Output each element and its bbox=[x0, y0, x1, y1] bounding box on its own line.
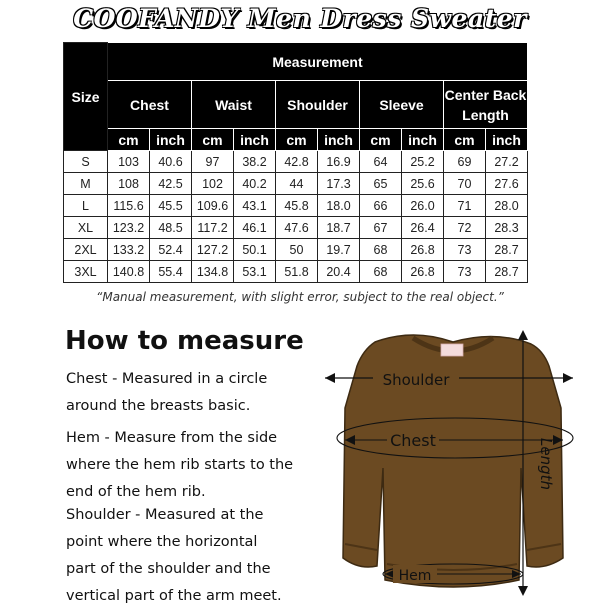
value-cell: 102 bbox=[192, 173, 234, 195]
value-cell: 38.2 bbox=[234, 151, 276, 173]
group-chest-header: Chest bbox=[108, 81, 192, 129]
table-row bbox=[64, 151, 528, 173]
value-cell: 28.7 bbox=[486, 239, 528, 261]
table-row bbox=[64, 217, 528, 239]
value-cell: 53.1 bbox=[234, 261, 276, 283]
unit-cm: cm bbox=[444, 129, 486, 151]
shoulder-label: Shoulder bbox=[382, 371, 450, 389]
hem-description-line: where the hem rib starts to the bbox=[66, 457, 294, 473]
value-cell: 97 bbox=[192, 151, 234, 173]
size-cell: 3XL bbox=[64, 261, 108, 283]
value-cell: 48.5 bbox=[150, 217, 192, 239]
size-cell: L bbox=[64, 195, 108, 217]
value-cell: 50.1 bbox=[234, 239, 276, 261]
value-cell: 27.6 bbox=[486, 173, 528, 195]
value-cell: 123.2 bbox=[108, 217, 150, 239]
value-cell: 26.4 bbox=[402, 217, 444, 239]
shoulder-description-line: part of the shoulder and the bbox=[66, 561, 271, 577]
value-cell: 20.4 bbox=[318, 261, 360, 283]
sweater-diagram bbox=[305, 318, 600, 600]
value-cell: 18.0 bbox=[318, 195, 360, 217]
value-cell: 108 bbox=[108, 173, 150, 195]
chest-label: Chest bbox=[390, 431, 436, 450]
value-cell: 28.3 bbox=[486, 217, 528, 239]
measurement-note: “Manual measurement, with slight error, subject to the real object.” bbox=[96, 290, 504, 304]
value-cell: 47.6 bbox=[276, 217, 318, 239]
hem-label: Hem bbox=[398, 568, 432, 584]
chest-description-line: around the breasts basic. bbox=[66, 398, 251, 414]
value-cell: 55.4 bbox=[150, 261, 192, 283]
unit-cm: cm bbox=[360, 129, 402, 151]
value-cell: 109.6 bbox=[192, 195, 234, 217]
value-cell: 40.6 bbox=[150, 151, 192, 173]
size-cell: S bbox=[64, 151, 108, 173]
value-cell: 70 bbox=[444, 173, 486, 195]
value-cell: 72 bbox=[444, 217, 486, 239]
value-cell: 17.3 bbox=[318, 173, 360, 195]
value-cell: 134.8 bbox=[192, 261, 234, 283]
value-cell: 52.4 bbox=[150, 239, 192, 261]
shoulder-arrow-right bbox=[563, 373, 573, 383]
unit-cm: cm bbox=[108, 129, 150, 151]
value-cell: 73 bbox=[444, 239, 486, 261]
value-cell: 45.5 bbox=[150, 195, 192, 217]
size-cell: M bbox=[64, 173, 108, 195]
table-row bbox=[64, 239, 528, 261]
value-cell: 68 bbox=[360, 239, 402, 261]
hem-description-line: Hem - Measure from the side bbox=[66, 430, 278, 446]
value-cell: 65 bbox=[360, 173, 402, 195]
value-cell: 67 bbox=[360, 217, 402, 239]
value-cell: 117.2 bbox=[192, 217, 234, 239]
hem-description-line: end of the hem rib. bbox=[66, 484, 206, 500]
size-chart-table bbox=[63, 42, 528, 283]
size-header: Size bbox=[64, 43, 108, 151]
shoulder-description-line: Shoulder - Measured at the bbox=[66, 507, 264, 523]
value-cell: 25.6 bbox=[402, 173, 444, 195]
value-cell: 73 bbox=[444, 261, 486, 283]
value-cell: 27.2 bbox=[486, 151, 528, 173]
value-cell: 50 bbox=[276, 239, 318, 261]
value-cell: 64 bbox=[360, 151, 402, 173]
value-cell: 42.5 bbox=[150, 173, 192, 195]
value-cell: 26.8 bbox=[402, 261, 444, 283]
value-cell: 46.1 bbox=[234, 217, 276, 239]
value-cell: 16.9 bbox=[318, 151, 360, 173]
value-cell: 44 bbox=[276, 173, 318, 195]
unit-inch: inch bbox=[402, 129, 444, 151]
value-cell: 26.8 bbox=[402, 239, 444, 261]
value-cell: 127.2 bbox=[192, 239, 234, 261]
unit-cm: cm bbox=[276, 129, 318, 151]
length-arrow-top bbox=[518, 330, 528, 340]
value-cell: 40.2 bbox=[234, 173, 276, 195]
size-cell: 2XL bbox=[64, 239, 108, 261]
shoulder-arrow-left bbox=[325, 373, 335, 383]
unit-inch: inch bbox=[486, 129, 528, 151]
value-cell: 140.8 bbox=[108, 261, 150, 283]
measurement-header: Measurement bbox=[108, 43, 528, 81]
how-to-measure-title: How to measure bbox=[65, 326, 304, 356]
chest-description-line: Chest - Measured in a circle bbox=[66, 371, 268, 387]
value-cell: 25.2 bbox=[402, 151, 444, 173]
group-sleeve-header: Sleeve bbox=[360, 81, 444, 129]
shoulder-description-line: point where the horizontal bbox=[66, 534, 258, 550]
sweater-tag bbox=[441, 344, 463, 356]
value-cell: 68 bbox=[360, 261, 402, 283]
value-cell: 18.7 bbox=[318, 217, 360, 239]
value-cell: 133.2 bbox=[108, 239, 150, 261]
value-cell: 71 bbox=[444, 195, 486, 217]
value-cell: 28.0 bbox=[486, 195, 528, 217]
value-cell: 19.7 bbox=[318, 239, 360, 261]
hem-description bbox=[66, 425, 311, 506]
value-cell: 42.8 bbox=[276, 151, 318, 173]
page-title: COOFANDY Men Dress Sweater bbox=[73, 4, 527, 33]
value-cell: 69 bbox=[444, 151, 486, 173]
value-cell: 26.0 bbox=[402, 195, 444, 217]
unit-inch: inch bbox=[150, 129, 192, 151]
value-cell: 28.7 bbox=[486, 261, 528, 283]
length-arrow-bottom bbox=[518, 586, 528, 596]
table-row bbox=[64, 261, 528, 283]
value-cell: 115.6 bbox=[108, 195, 150, 217]
group-waist-header: Waist bbox=[192, 81, 276, 129]
value-cell: 66 bbox=[360, 195, 402, 217]
table-row bbox=[64, 195, 528, 217]
table-row bbox=[64, 173, 528, 195]
group-center-back-length-header: Center Back Length bbox=[444, 81, 528, 129]
unit-cm: cm bbox=[192, 129, 234, 151]
shoulder-description bbox=[66, 502, 311, 610]
shoulder-description-line: vertical part of the arm meet. bbox=[66, 588, 282, 604]
unit-inch: inch bbox=[234, 129, 276, 151]
length-label: Length bbox=[537, 437, 555, 491]
chest-description bbox=[66, 366, 311, 420]
value-cell: 45.8 bbox=[276, 195, 318, 217]
size-cell: XL bbox=[64, 217, 108, 239]
unit-inch: inch bbox=[318, 129, 360, 151]
value-cell: 51.8 bbox=[276, 261, 318, 283]
value-cell: 43.1 bbox=[234, 195, 276, 217]
value-cell: 103 bbox=[108, 151, 150, 173]
group-shoulder-header: Shoulder bbox=[276, 81, 360, 129]
